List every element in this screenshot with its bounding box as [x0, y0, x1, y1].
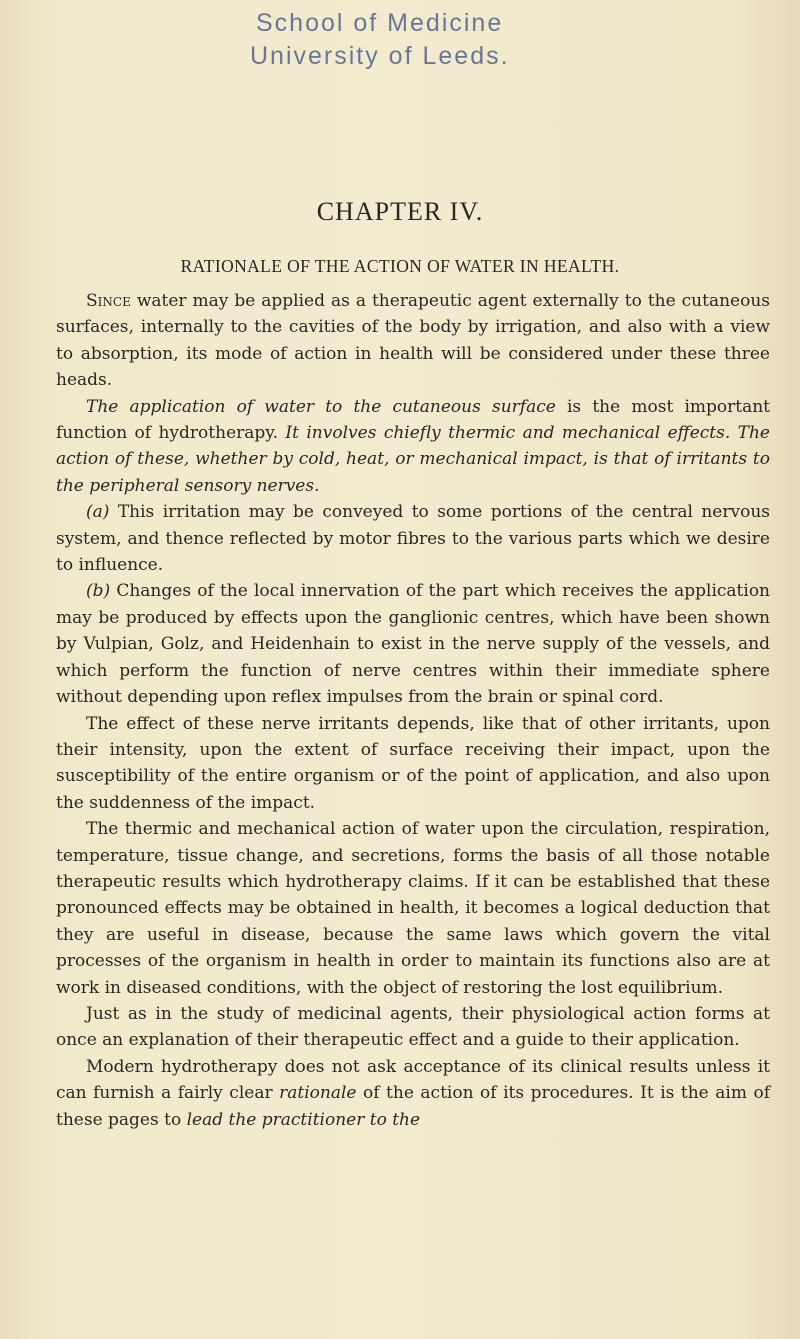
- paragraph-1-text: water may be applied as a therapeutic agent externally to the cutaneous surfaces, internally to the cavities of the body by irrigation, and also with a view to absorption, its mode of action in health will be considered under these three heads.: [56, 291, 770, 391]
- paragraph-8-emphasis-1: rationale: [279, 1083, 357, 1104]
- paragraph-8-text-b: of the action of its procedures. It is the aim of these pages to: [56, 1083, 770, 1130]
- paragraph-7: Just as in the study of medicinal agents, their physiological action forms at once an explanation of their therapeutic effect and a guide to their application.: [56, 1003, 770, 1051]
- chapter-heading: CHAPTER IV.: [316, 197, 484, 226]
- paragraph-3-label: (a): [86, 502, 110, 523]
- paragraph-5: The effect of these nerve irritants depends, like that of other irritants, upon their intensity, upon the extent of surface receiving their impact, upon the susceptibility of the entire organism or of the point of application, and also upon the suddenness of the impact.: [56, 713, 770, 813]
- stamp-line-2: University of Leeds.: [250, 42, 510, 70]
- library-stamp: [250, 6, 680, 72]
- paragraph-4-label: (b): [86, 581, 111, 602]
- paragraph-4: [56, 578, 770, 710]
- paragraph-2-emphasis-2: It involves chiefly thermic and mechanical effects. The action of these, whether by cold, heat, or mechanical impact, is that of irritants to the peripheral sensory nerves.: [56, 423, 770, 496]
- paragraph-8-emphasis-2: lead the practitioner to the: [186, 1109, 421, 1130]
- paragraph-8: [56, 1054, 770, 1133]
- paragraph-4-text: Changes of the local innervation of the part which receives the application may be produced by effects upon the ganglionic centres, which have been shown by Vulpian, Golz, and Heidenhain to exist in the nerve supply of the vessels, and which perform the function of nerve centres within their immediate sphere without depending upon reflex impulses from the brain or spinal cord.: [56, 581, 770, 708]
- paragraph-1: [56, 288, 770, 394]
- paragraph-3-text: This irritation may be conveyed to some portions of the central nervous system, and thence reflected by motor fibres to the various parts which we desire to influence.: [56, 502, 770, 576]
- paragraph-2-emphasis-1: The application of water to the cutaneous surface: [86, 396, 556, 417]
- paragraph-6: The thermic and mechanical action of water upon the circulation, respiration, temperature, tissue change, and secretions, forms the basis of all those notable therapeutic results which hydrotherapy claims. If it can be established that these pronounced effects may be obtained in health, it becomes a logical deduction that they are useful in disease, because the same laws which govern the vital processes of the organism in health in order to maintain its functions also are at work in diseased conditions, with the object of restoring the lost equilibrium.: [56, 819, 770, 998]
- stamp-line-1: School of Medicine: [256, 9, 504, 37]
- body-text: [56, 288, 770, 1133]
- paragraph-8-text-a: Modern hydrotherapy does not ask acceptance of its clinical results unless it can furnish a fairly clear: [56, 1056, 770, 1104]
- paragraph-1-lead: Since: [86, 291, 131, 311]
- paragraph-3: [56, 499, 770, 578]
- paragraph-2-text: is the most important function of hydrotherapy.: [56, 396, 771, 444]
- section-heading: RATIONALE OF THE ACTION OF WATER IN HEALTH.: [180, 256, 620, 276]
- paragraph-2: [56, 394, 770, 500]
